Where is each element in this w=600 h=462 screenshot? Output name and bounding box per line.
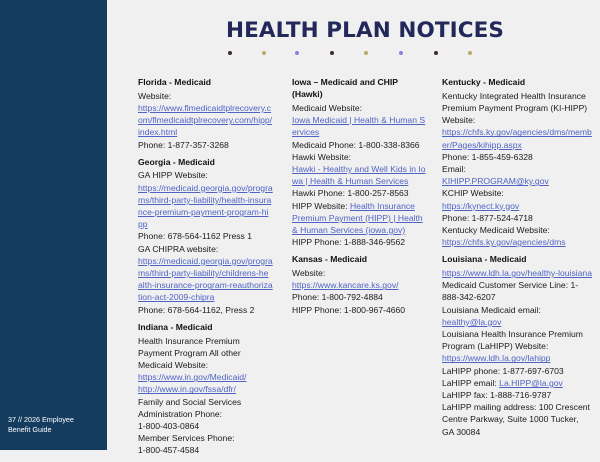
info-text: Member Services Phone: — [138, 433, 235, 444]
info-text: Kentucky Integrated Health Insurance Premium Payment Program (KI-HIPP) Website: — [442, 90, 588, 126]
resource-link[interactable]: https://kynect.ky.gov — [442, 200, 520, 211]
resource-link[interactable]: https://chfs.ky.gov/agencies/dms/member/Pages/kihipp.aspx — [442, 127, 592, 150]
dot-icon — [434, 51, 438, 55]
info-text: LaHIPP phone: 1-877-697-6703 — [442, 365, 564, 376]
info-text: Phone: 1-855-459-6328 — [442, 151, 533, 162]
state-section — [292, 253, 427, 316]
resource-link[interactable]: La.HIPP@la.gov — [499, 377, 563, 388]
dot-icon — [330, 51, 334, 55]
resource-link[interactable]: https://www.ldh.la.gov/healthy-louisiana — [442, 268, 592, 279]
column-2 — [292, 76, 427, 321]
resource-link[interactable]: http://www.in.gov/fssa/dfr/ — [138, 384, 236, 395]
section-heading: Kansas - Medicaid — [292, 254, 367, 265]
info-text: Website: — [292, 268, 326, 279]
dot-icon — [295, 51, 299, 55]
resource-link[interactable]: Iowa Medicaid | Health & Human Services — [292, 115, 426, 138]
resource-link[interactable]: https://www.in.gov/Medicaid/ — [138, 372, 247, 383]
info-text: Hawki Phone: 1-800-257-8563 — [292, 188, 409, 199]
dot-icon — [364, 51, 368, 55]
resource-link[interactable]: https://www.flmedicaidtplrecovery.com/flmedicaidtplrecovery.com/hipp/index.html — [138, 102, 273, 138]
resource-link[interactable]: Hawki - Healthy and Well Kids in Iowa | Health & Human Services — [292, 163, 426, 187]
dot-icon — [228, 51, 232, 55]
state-section — [138, 76, 273, 151]
info-text: Louisiana Health Insurance Premium Program (LaHIPP) Website: — [442, 329, 583, 352]
info-text: Medicaid Website: — [292, 102, 363, 113]
footer-line-2: Benefit Guide — [8, 425, 52, 434]
info-line-with-link — [292, 200, 427, 237]
state-section — [442, 253, 592, 438]
info-text: Hawki Website: — [292, 151, 352, 162]
info-text: KCHIP Website: — [442, 188, 504, 199]
section-heading: Indiana - Medicaid — [138, 321, 213, 332]
resource-link[interactable]: https://medicaid.georgia.gov/programs/third-party-liability/health-insurance-premium-payment-program-hipp — [138, 182, 273, 230]
info-text: GA HIPP Website: — [138, 170, 208, 181]
info-text: HIPP Phone: 1-800-967-4660 — [292, 304, 406, 315]
dot-icon — [262, 51, 266, 55]
column-3 — [442, 76, 592, 443]
state-section — [442, 76, 592, 248]
section-heading: Georgia - Medicaid — [138, 156, 215, 167]
info-text: LaHIPP fax: 1-888-716-9787 — [442, 390, 552, 401]
page-title: HEALTH PLAN NOTICES — [226, 18, 504, 43]
info-text: Medicaid Phone: 1-800-338-8366 — [292, 139, 420, 150]
info-text: Email: — [442, 163, 466, 174]
info-text: Health Insurance Premium Payment Program All other Medicaid Website: — [138, 335, 241, 370]
state-section — [292, 76, 427, 248]
info-text: Phone: 1-877-524-4718 — [442, 212, 533, 223]
column-1 — [138, 76, 273, 462]
info-text: 1-800-403-0864 — [138, 420, 200, 431]
page-footer — [8, 415, 74, 435]
resource-link[interactable]: KIHIPP.PROGRAM@ky.gov — [442, 176, 549, 187]
info-label: HIPP Website: — [292, 200, 350, 211]
dot-icon — [399, 51, 403, 55]
info-text: Family and Social Services Administration Phone: — [138, 396, 242, 419]
info-text: Phone: 1-800-792-4884 — [292, 292, 383, 303]
info-text: Website: — [138, 90, 172, 101]
state-section — [138, 156, 273, 316]
section-heading: Florida - Medicaid — [138, 77, 212, 87]
info-text: Kentucky Medicaid Website: — [442, 224, 550, 235]
resource-link[interactable]: https://www.ldh.la.gov/lahipp — [442, 353, 551, 364]
info-text: Phone: 678-564-1162, Press 2 — [138, 304, 255, 315]
resource-link[interactable]: https://chfs.ky.gov/agencies/dms — [442, 237, 566, 248]
resource-link[interactable]: https://www.kancare.ks.gov/ — [292, 280, 399, 291]
resource-link[interactable]: Health Insurance Premium Payment (HIPP) | Health & Human Services (iowa.gov) — [292, 200, 423, 235]
info-text: Phone: 678-564-1162 Press 1 — [138, 231, 253, 242]
dot-icon — [468, 51, 472, 55]
state-section — [138, 321, 273, 457]
section-heading: Iowa – Medicaid and CHIP (Hawki) — [292, 77, 398, 100]
resource-link[interactable]: https://medicaid.georgia.gov/programs/third-party-liability/childrens-health-insurance-program-reauthorization-act-2009-chipra — [138, 255, 273, 303]
info-text: Louisiana Medicaid email: — [442, 304, 541, 315]
footer-line-1: 37 // 2026 Employee — [8, 415, 74, 424]
info-text: LaHIPP mailing address: 100 Crescent Centre Parkway, Suite 1000 Tucker, GA 30084 — [442, 402, 590, 437]
resource-link[interactable]: healthy@la.gov — [442, 316, 502, 327]
sidebar — [0, 0, 107, 450]
info-text: GA CHIPRA website: — [138, 243, 219, 254]
info-line-with-link — [442, 377, 592, 389]
decorative-dot-row — [0, 51, 600, 57]
info-text: HIPP Phone: 1-888-346-9562 — [292, 237, 406, 248]
info-label: LaHIPP email: — [442, 377, 500, 388]
info-text: Medicaid Customer Service Line: 1-888-342-6207 — [442, 280, 579, 303]
section-heading: Kentucky - Medicaid — [442, 77, 526, 87]
section-heading: Louisiana - Medicaid — [442, 254, 527, 265]
info-text: Phone: 1-877-357-3268 — [138, 139, 229, 150]
info-text: 1-800-457-4584 — [138, 445, 200, 456]
